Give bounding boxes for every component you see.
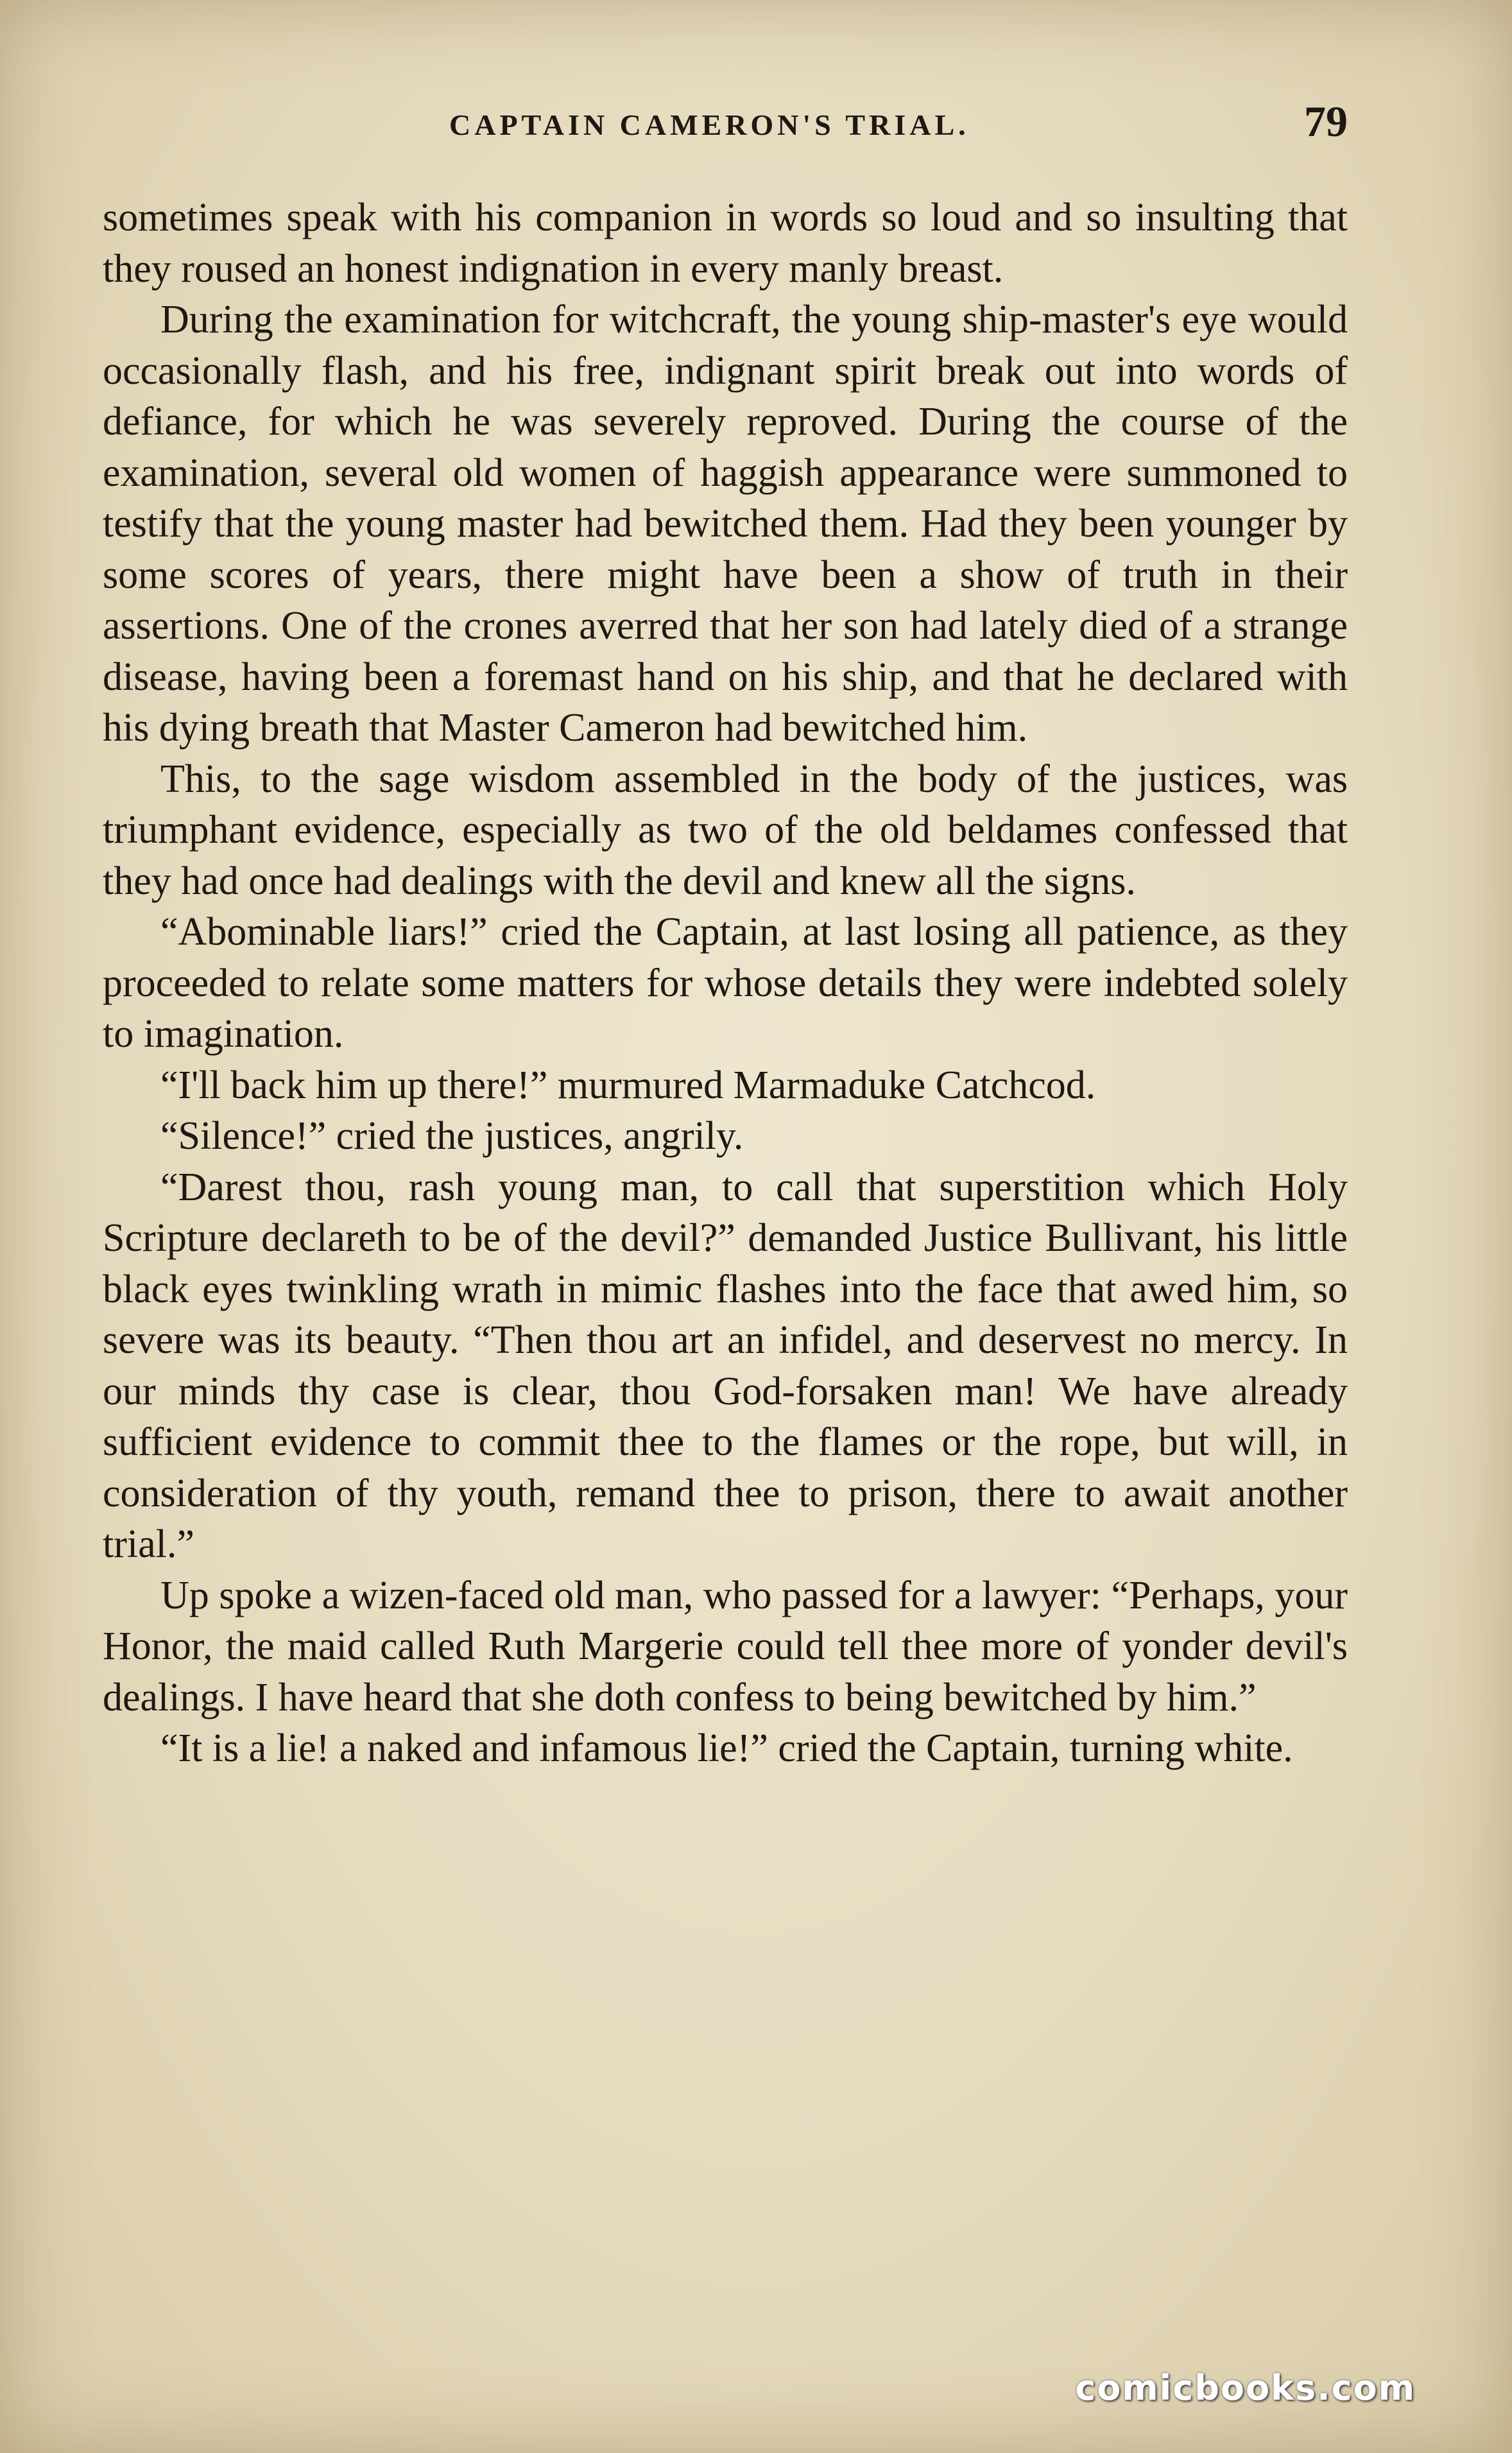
body-text — [103, 193, 1348, 1775]
paragraph: sometimes speak with his companion in words so loud and so insulting that they roused an honest indignation in every manly breast. — [103, 196, 1348, 291]
paragraph: “Darest thou, rash young man, to call that superstition which Holy Scripture declareth to be of the devil?” demanded Justice Bullivant, his little black eyes twinkling wrath in mimic flashes into the face that awed him, so severe was its beauty. “Then thou art an infidel, and deservest no mercy. In our minds thy case is clear, thou God-forsaken man! We have already sufficient evidence to commit thee to the flames or the rope, but will, in consideration of thy youth, remand thee to prison, there to await another trial.” — [103, 1165, 1348, 1566]
paragraph: Up spoke a wizen-faced old man, who passed for a lawyer: “Perhaps, your Honor, the maid called Ruth Margerie could tell thee more of yonder devil's dealings. I have heard that she doth confess to being bewitched by him.” — [103, 1573, 1348, 1719]
paragraph: “It is a lie! a naked and infamous lie!” cried the Captain, turning white. — [160, 1726, 1293, 1770]
paragraph: This, to the sage wisdom assembled in the body of the justices, was triumphant evidence, especially as two of the old beldames confessed that they had once had dealings with the devil and knew all the signs. — [103, 757, 1348, 903]
running-title: CAPTAIN CAMERON'S TRIAL. — [449, 108, 970, 141]
paragraph: “I'll back him up there!” murmured Marmaduke Catchcod. — [160, 1063, 1096, 1107]
running-head — [103, 96, 1348, 154]
paragraph: “Abominable liars!” cried the Captain, at last losing all patience, as they proceeded to relate some matters for whose details they were indebted solely to imagination. — [103, 910, 1348, 1056]
watermark: comicbooks.com — [1075, 2368, 1416, 2408]
paragraph: “Silence!” cried the justices, angrily. — [160, 1114, 744, 1158]
paragraph: During the examination for witchcraft, the young ship-master's eye would occasionally flash, and his free, indignant spirit break out into words of defiance, for which he was severely reproved. During the course of the examination, several old women of haggish appearance were summoned to testify that the young master had bewitched them. Had they been younger by some scores of years, there might have been a show of truth in their assertions. One of the crones averred that her son had lately died of a strange disease, having been a foremast hand on his ship, and that he declared with his dying breath that Master Cameron had bewitched him. — [103, 298, 1348, 750]
page-number: 79 — [1304, 97, 1348, 146]
